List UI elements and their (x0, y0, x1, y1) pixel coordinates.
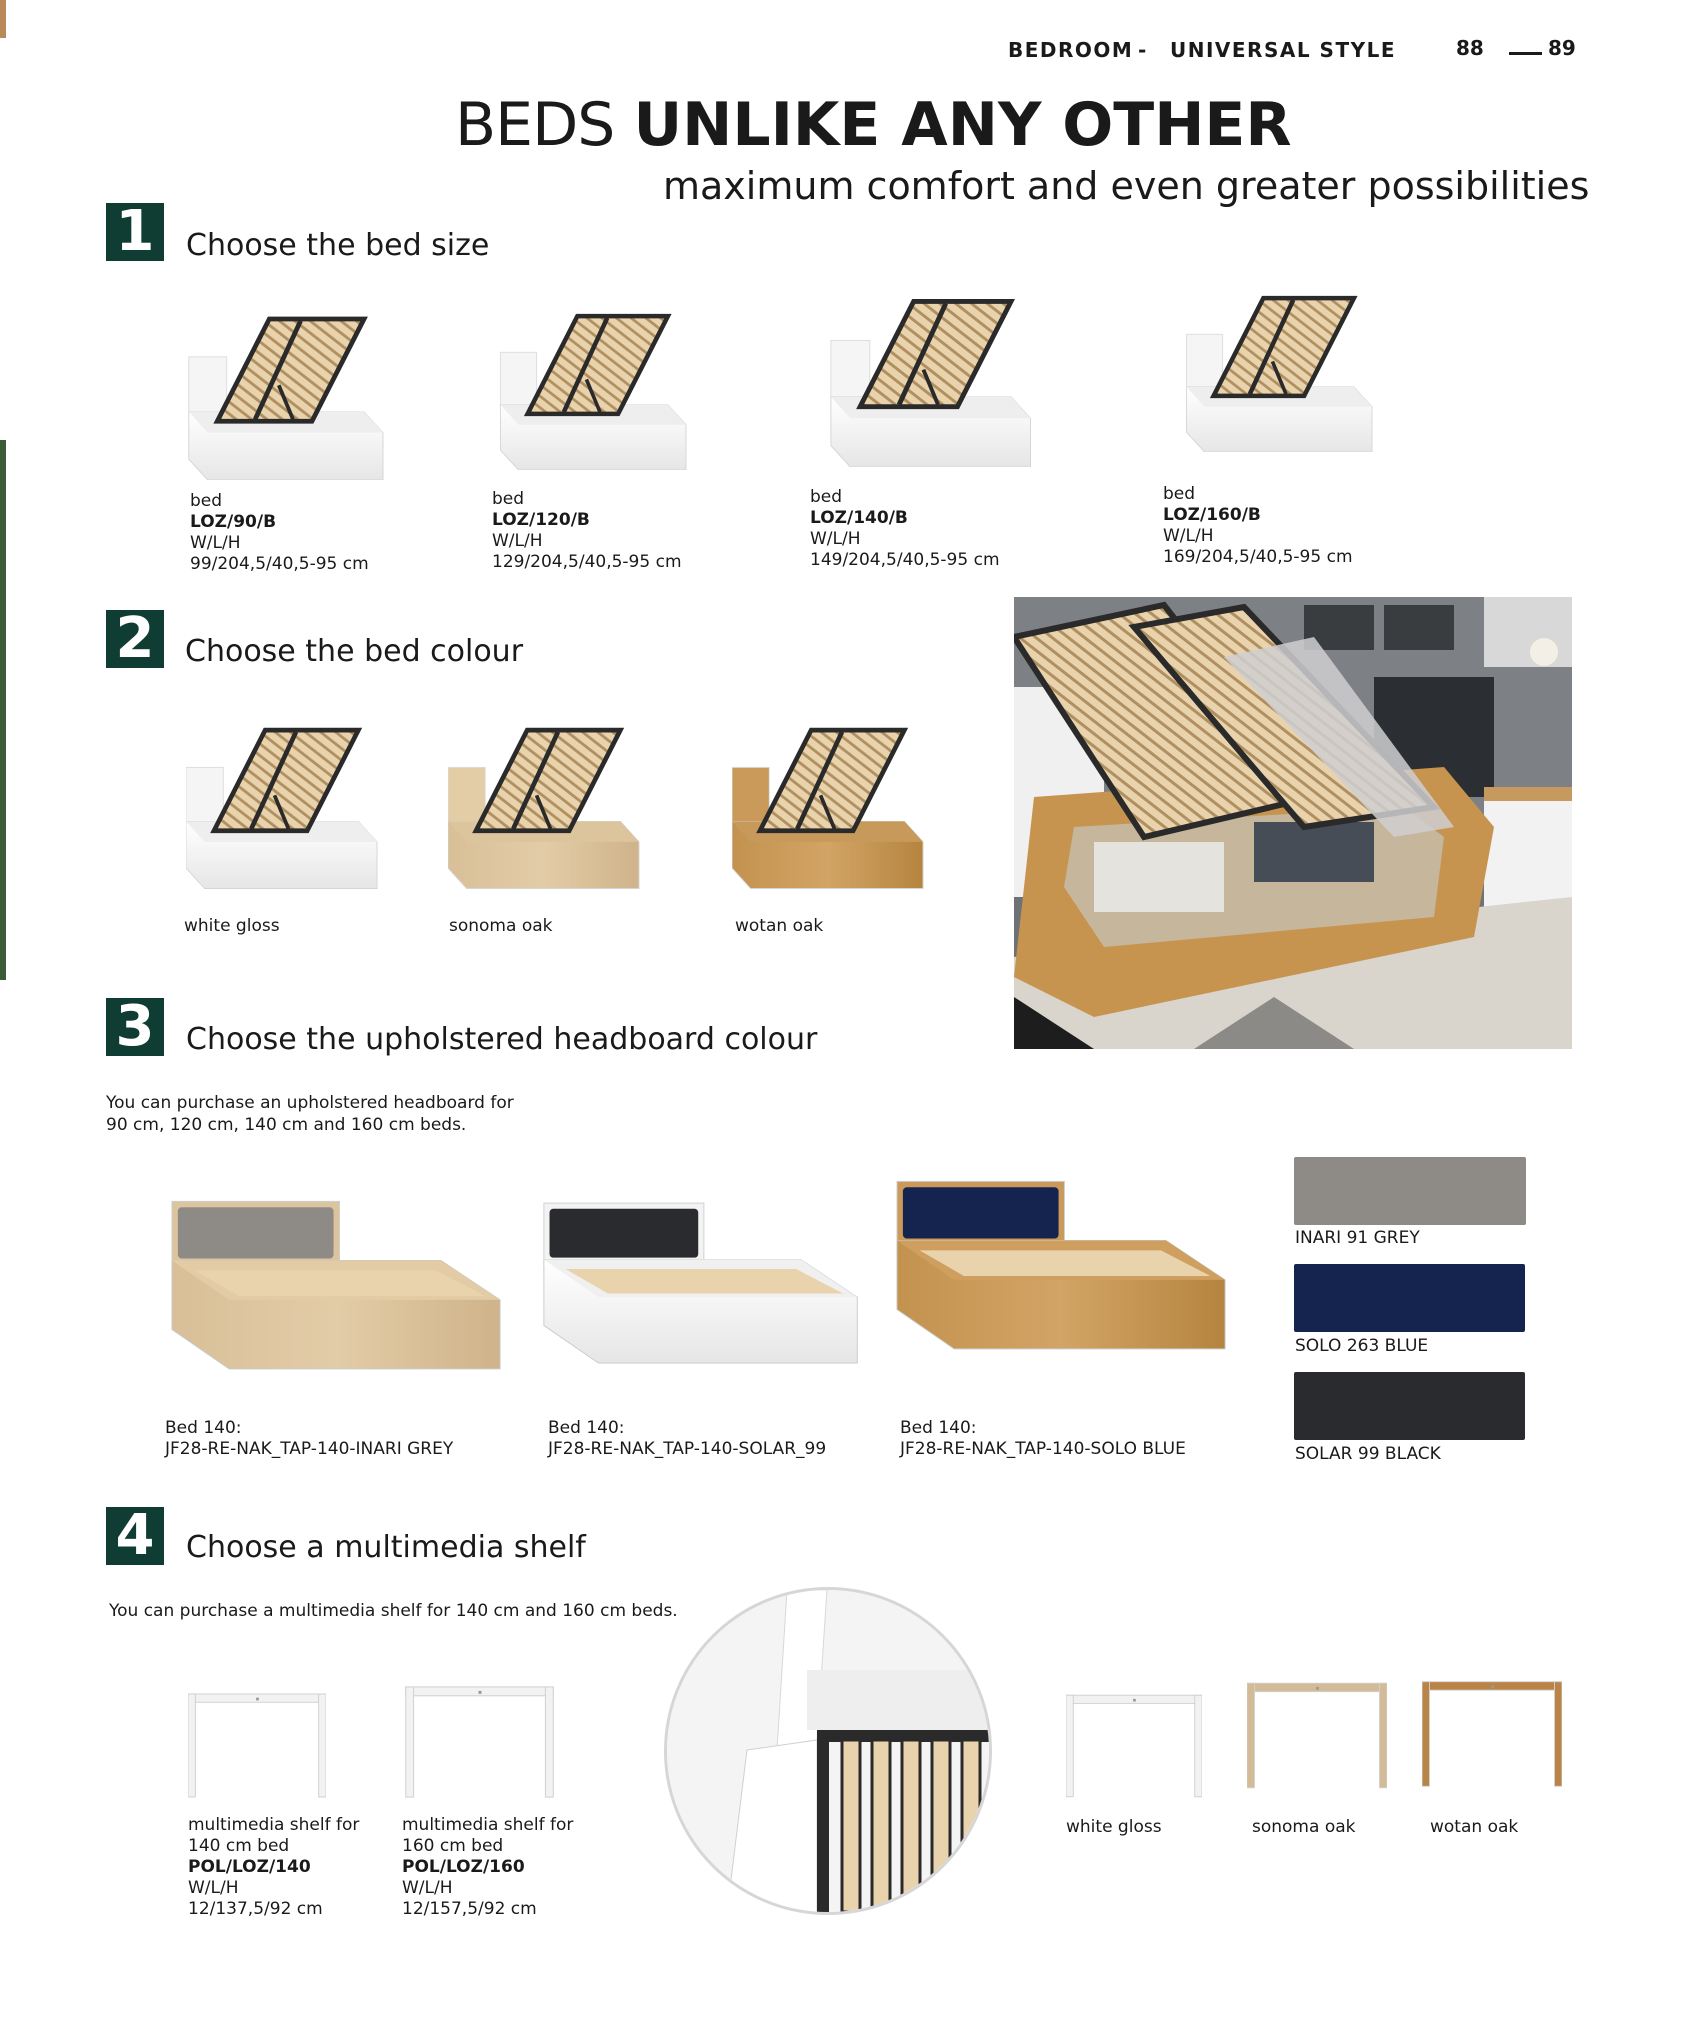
bed-image-120 (490, 298, 710, 470)
headboard-swatch-inari-grey (1294, 1157, 1526, 1225)
headboard-bed-title: Bed 140: (165, 1418, 242, 1438)
shelf-colour-label-wotan-oak: wotan oak (1430, 1817, 1519, 1837)
shelf-colour-sonoma-oak-image (1247, 1678, 1387, 1793)
shelf-detail-circle-image (664, 1587, 992, 1915)
headboard-swatch-label-inari-grey: INARI 91 GREY (1295, 1228, 1420, 1248)
bed-caption-90 (190, 491, 369, 575)
bed-colour-label-sonoma-oak: sonoma oak (449, 916, 553, 936)
bed-caption-140 (810, 487, 1000, 571)
header-separator: - (1138, 38, 1148, 62)
page-subtitle: maximum comfort and even greater possibilities (663, 164, 1590, 208)
headboard-bed-caption-solar-99 (548, 1418, 826, 1460)
shelf-colour-label-sonoma-oak: sonoma oak (1252, 1817, 1356, 1837)
bed-colour-label-wotan-oak: wotan oak (735, 916, 824, 936)
bed-colour-label-white-gloss: white gloss (184, 916, 280, 936)
bed-caption-160 (1163, 484, 1353, 568)
bed-colour-wotan-oak-image (732, 710, 937, 890)
shelf-caption-160 (402, 1815, 573, 1920)
bed-type: bed (492, 489, 525, 509)
bed-dims: 149/204,5/40,5-95 cm (810, 550, 1000, 570)
shelf-code: POL/LOZ/140 (188, 1857, 311, 1877)
headboard-bed-inari-grey-image (170, 1200, 505, 1390)
shelf-colour-white-gloss-image (1066, 1686, 1202, 1806)
step-3-heading: Choose the upholstered headboard colour (186, 1022, 818, 1057)
page-number-divider (1509, 52, 1542, 55)
shelf-colour-label-white-gloss: white gloss (1066, 1817, 1162, 1837)
headboard-bed-title: Bed 140: (900, 1418, 977, 1438)
step-1-heading: Choose the bed size (186, 228, 490, 263)
step-2-badge: 2 (106, 610, 164, 668)
shelf-code: POL/LOZ/160 (402, 1857, 525, 1877)
shelf-image-140 (188, 1688, 326, 1803)
bed-dims: 99/204,5/40,5-95 cm (190, 554, 369, 574)
headboard-bed-title: Bed 140: (548, 1418, 625, 1438)
bed-type: bed (1163, 484, 1196, 504)
bed-code: LOZ/90/B (190, 512, 277, 532)
bed-colour-white-gloss-image (186, 710, 391, 890)
bed-code: LOZ/160/B (1163, 505, 1261, 525)
header-collection: UNIVERSAL STYLE (1170, 38, 1396, 62)
page-edge-strip (0, 0, 6, 980)
shelf-desc-line-2: 140 cm bed (188, 1836, 290, 1856)
shelf-dims: 12/157,5/92 cm (402, 1899, 537, 1919)
headboard-swatch-label-solar-99-black: SOLAR 99 BLACK (1295, 1444, 1441, 1464)
headboard-bed-caption-solo-blue (900, 1418, 1186, 1460)
step-4-badge: 4 (106, 1507, 164, 1565)
headboard-bed-code: JF28-RE-NAK_TAP-140-SOLAR_99 (548, 1439, 827, 1459)
shelf-desc-line-1: multimedia shelf for (402, 1815, 574, 1835)
shelf-caption-140 (188, 1815, 359, 1920)
step-3-note (106, 1092, 514, 1136)
header-section: BEDROOM (1008, 38, 1134, 62)
shelf-desc-line-2: 160 cm bed (402, 1836, 504, 1856)
page-number-left: 88 (1456, 36, 1484, 60)
bed-code: LOZ/120/B (492, 510, 590, 530)
bed-dims-label: W/L/H (1163, 526, 1214, 546)
bed-colour-sonoma-oak-image (448, 710, 653, 890)
shelf-desc-line-1: multimedia shelf for (188, 1815, 360, 1835)
shelf-dims: 12/137,5/92 cm (188, 1899, 323, 1919)
page-title-light: BEDS (455, 90, 615, 160)
headboard-swatch-solo-blue (1294, 1264, 1525, 1332)
bed-type: bed (190, 491, 223, 511)
headboard-bed-code: JF28-RE-NAK_TAP-140-INARI GREY (165, 1439, 454, 1459)
bed-image-140 (808, 282, 1068, 467)
page-title (455, 90, 1292, 160)
bed-dims-label: W/L/H (190, 533, 241, 553)
bed-image-90 (188, 300, 398, 480)
step-2-heading: Choose the bed colour (185, 634, 524, 669)
bed-type: bed (810, 487, 843, 507)
headboard-bed-caption-inari-grey (165, 1418, 453, 1460)
headboard-bed-solar-99-image (542, 1200, 862, 1385)
step-3-note-line-2: 90 cm, 120 cm, 140 cm and 160 cm beds. (106, 1115, 467, 1135)
step-3-note-line-1: You can purchase an upholstered headboard for (106, 1093, 514, 1113)
step-4-heading: Choose a multimedia shelf (186, 1530, 586, 1565)
bed-code: LOZ/140/B (810, 508, 908, 528)
headboard-swatch-solar-99-black (1294, 1372, 1525, 1440)
bed-dims: 169/204,5/40,5-95 cm (1163, 547, 1353, 567)
headboard-bed-solo-blue-image (895, 1180, 1230, 1370)
step-1-badge: 1 (106, 203, 164, 261)
shelf-dims-label: W/L/H (402, 1878, 453, 1898)
bedroom-photo (1014, 597, 1572, 1049)
shelf-image-160 (402, 1683, 557, 1801)
page-title-bold: UNLIKE ANY OTHER (633, 90, 1292, 160)
headboard-bed-code: JF28-RE-NAK_TAP-140-SOLO BLUE (900, 1439, 1186, 1459)
shelf-dims-label: W/L/H (188, 1878, 239, 1898)
bed-dims-label: W/L/H (492, 531, 543, 551)
bed-dims: 129/204,5/40,5-95 cm (492, 552, 682, 572)
headboard-swatch-label-solo-blue: SOLO 263 BLUE (1295, 1336, 1429, 1356)
step-3-badge: 3 (106, 998, 164, 1056)
shelf-colour-wotan-oak-image (1422, 1678, 1562, 1790)
page-number-right: 89 (1548, 36, 1576, 60)
bed-caption-120 (492, 489, 682, 573)
step-4-note: You can purchase a multimedia shelf for 140 cm and 160 cm beds. (109, 1601, 678, 1621)
bed-image-160 (1158, 280, 1414, 452)
bed-dims-label: W/L/H (810, 529, 861, 549)
